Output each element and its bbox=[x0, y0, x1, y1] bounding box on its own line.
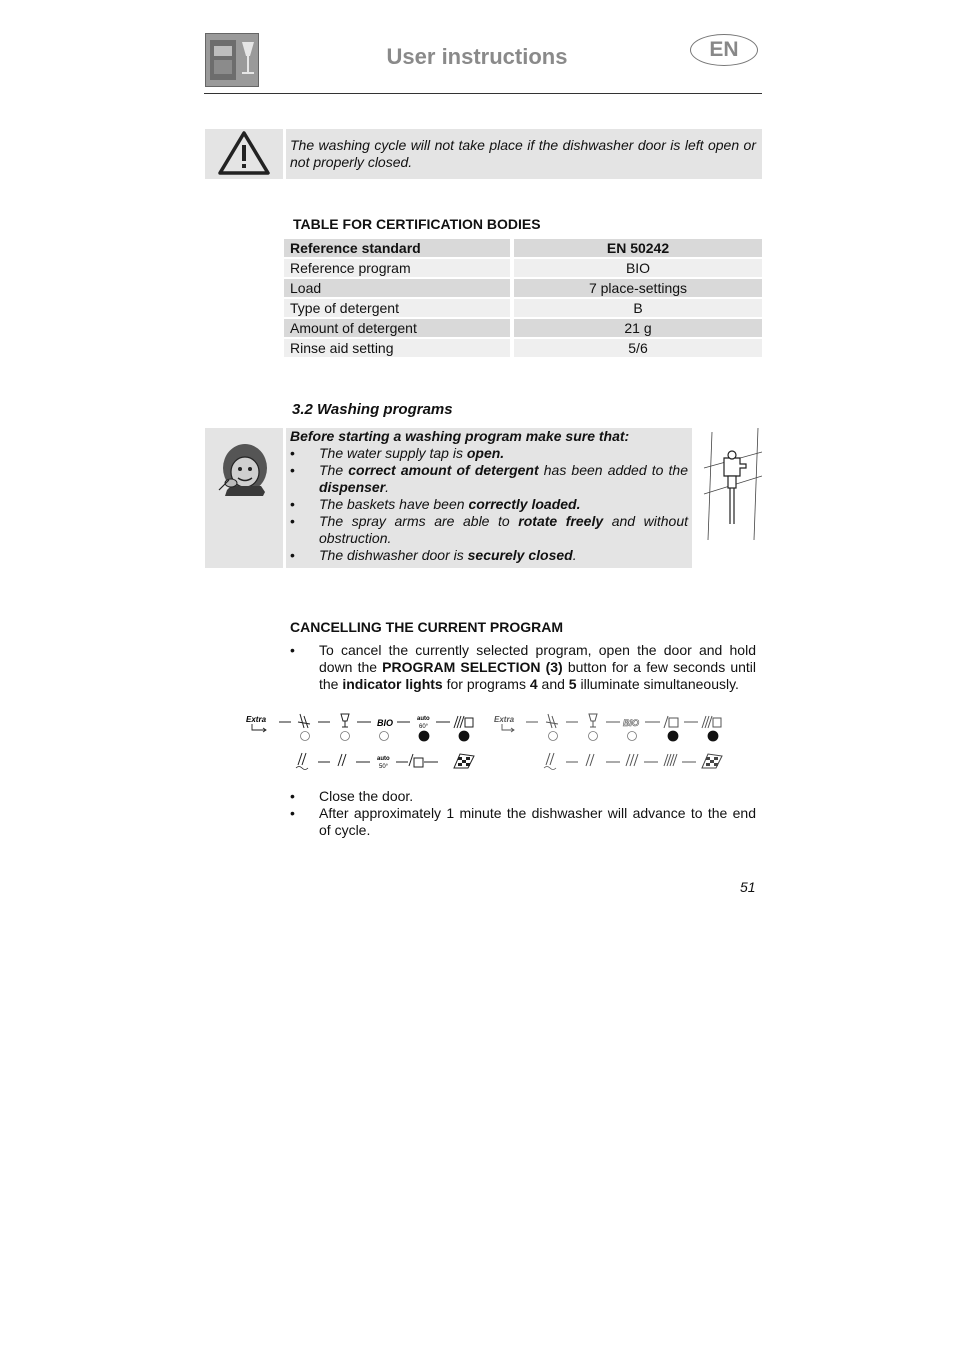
text-run: correctly loaded. bbox=[468, 496, 581, 512]
table-cell-label: Type of detergent bbox=[284, 299, 510, 317]
glass-icon bbox=[341, 714, 349, 727]
table-row bbox=[284, 319, 762, 337]
auto-label: auto bbox=[417, 716, 430, 722]
list-item bbox=[290, 805, 756, 839]
list-item bbox=[290, 445, 688, 462]
table-cell-label: Rinse aid setting bbox=[284, 339, 510, 357]
table-row bbox=[284, 279, 762, 297]
table-cell-label: Load bbox=[284, 279, 510, 297]
table-cell-value: 7 place-settings bbox=[514, 279, 762, 297]
svg-text:Extra: Extra bbox=[494, 715, 515, 724]
glass-icon bbox=[589, 714, 597, 727]
wash-icon bbox=[586, 754, 594, 766]
subsection-heading: CANCELLING THE CURRENT PROGRAM bbox=[290, 619, 563, 635]
auto-label: auto bbox=[377, 756, 390, 762]
indicator-light-on bbox=[668, 731, 678, 741]
text-run: PROGRAM SELECTION (3) bbox=[382, 659, 563, 675]
text-run: rotate freely bbox=[518, 513, 604, 529]
prewash-icon bbox=[298, 714, 310, 728]
header-divider bbox=[204, 93, 762, 94]
text-run: illuminate simultaneously. bbox=[576, 676, 739, 692]
rinse-icon bbox=[664, 716, 678, 728]
rinse-icon bbox=[409, 754, 423, 767]
text-run: . bbox=[572, 547, 577, 563]
text-run: and without obstruction. bbox=[319, 513, 689, 546]
list-item bbox=[290, 496, 688, 513]
checklist bbox=[290, 445, 688, 564]
text-run: indicator lights bbox=[342, 676, 443, 692]
svg-text:Extra: Extra bbox=[246, 715, 267, 724]
list-item bbox=[290, 513, 688, 547]
text-run: The dishwasher door is bbox=[319, 547, 468, 563]
character-illustration bbox=[205, 428, 283, 568]
temperature-label: 60° bbox=[419, 724, 429, 730]
indicator-light-off bbox=[589, 732, 598, 741]
text-run: correct amount of detergent bbox=[348, 462, 539, 478]
indicator-light-on bbox=[708, 731, 718, 741]
water-tap-icon bbox=[700, 428, 762, 540]
warning-triangle-icon bbox=[205, 129, 283, 179]
text-run: and bbox=[537, 676, 569, 692]
warning-text: The washing cycle will not take place if the dishwasher door is left open or not properly closed. bbox=[290, 137, 756, 170]
indicator-light-on bbox=[459, 731, 469, 741]
table-row bbox=[284, 339, 762, 357]
temperature-label: 50° bbox=[379, 764, 389, 770]
intensive-icon bbox=[454, 716, 473, 728]
certification-table bbox=[284, 237, 762, 359]
soak-icon bbox=[296, 753, 308, 770]
text-run: The bbox=[319, 462, 349, 478]
text-run: has been added to the bbox=[538, 462, 688, 478]
table-cell-label: Reference program bbox=[284, 259, 510, 277]
text-run: To cancel the currently selected program, open the door and hold down the bbox=[319, 642, 756, 675]
text-run: Close the door. bbox=[319, 788, 414, 804]
table-cell-value: BIO bbox=[514, 259, 762, 277]
text-run: securely closed bbox=[467, 547, 573, 563]
instruction-list bbox=[290, 788, 756, 839]
table-row bbox=[284, 239, 762, 257]
table-title: TABLE FOR CERTIFICATION BODIES bbox=[293, 216, 541, 232]
table-row bbox=[284, 299, 762, 317]
indicator-light-off bbox=[341, 732, 350, 741]
bio-label: BIO bbox=[623, 718, 640, 728]
control-panel-diagram bbox=[246, 710, 478, 776]
text-run: for programs bbox=[442, 676, 530, 692]
intensive-icon bbox=[664, 754, 677, 766]
text-run: After approximately 1 minute the dishwasher will advance to the end of cycle. bbox=[319, 805, 756, 838]
end-of-cycle-flag-icon bbox=[702, 754, 722, 768]
table-cell-value: B bbox=[514, 299, 762, 317]
text-run: The baskets have been bbox=[319, 496, 469, 512]
intensive-icon bbox=[702, 716, 721, 728]
cartoon-character-icon bbox=[205, 428, 283, 568]
warning-icon-box bbox=[205, 129, 283, 179]
wash-icon bbox=[338, 754, 346, 766]
page-title: User instructions bbox=[386, 44, 568, 69]
section-heading: 3.2 Washing programs bbox=[292, 401, 453, 418]
indicator-light-off bbox=[549, 732, 558, 741]
text-run: dispenser bbox=[319, 479, 386, 495]
bio-label: BIO bbox=[377, 718, 394, 728]
control-panel-diagram bbox=[492, 710, 726, 776]
checklist-intro: Before starting a washing program make sure that: bbox=[290, 428, 630, 444]
table-cell-value: EN 50242 bbox=[514, 239, 762, 257]
text-run: The water supply tap is bbox=[319, 445, 467, 461]
table-cell-value: 5/6 bbox=[514, 339, 762, 357]
indicator-light-off bbox=[301, 732, 310, 741]
text-run: button for a few seconds until the bbox=[319, 659, 757, 692]
table-cell-label: Reference standard bbox=[284, 239, 510, 257]
list-item bbox=[290, 547, 688, 564]
end-of-cycle-flag-icon bbox=[454, 754, 474, 768]
text-run: The spray arms are able to bbox=[319, 513, 519, 529]
table-cell-label: Amount of detergent bbox=[284, 319, 510, 337]
text-run: open. bbox=[466, 445, 505, 461]
extra-label bbox=[246, 715, 267, 732]
table-row bbox=[284, 259, 762, 277]
language-badge: EN bbox=[690, 34, 758, 66]
list-item bbox=[290, 462, 688, 496]
list-item bbox=[290, 788, 756, 805]
text-run: . bbox=[385, 479, 390, 495]
indicator-light-off bbox=[628, 732, 637, 741]
text-run: 4 bbox=[529, 676, 538, 692]
extra-label bbox=[494, 715, 515, 732]
table-cell-value: 21 g bbox=[514, 319, 762, 337]
instruction-list bbox=[290, 642, 756, 693]
text-run: 5 bbox=[568, 676, 577, 692]
page-number: 51 bbox=[740, 879, 756, 895]
indicator-light-on bbox=[419, 731, 429, 741]
indicator-light-off bbox=[380, 732, 389, 741]
prewash-icon bbox=[546, 714, 558, 728]
wash-icon bbox=[626, 754, 638, 766]
soak-icon bbox=[544, 753, 556, 770]
list-item bbox=[290, 642, 756, 693]
